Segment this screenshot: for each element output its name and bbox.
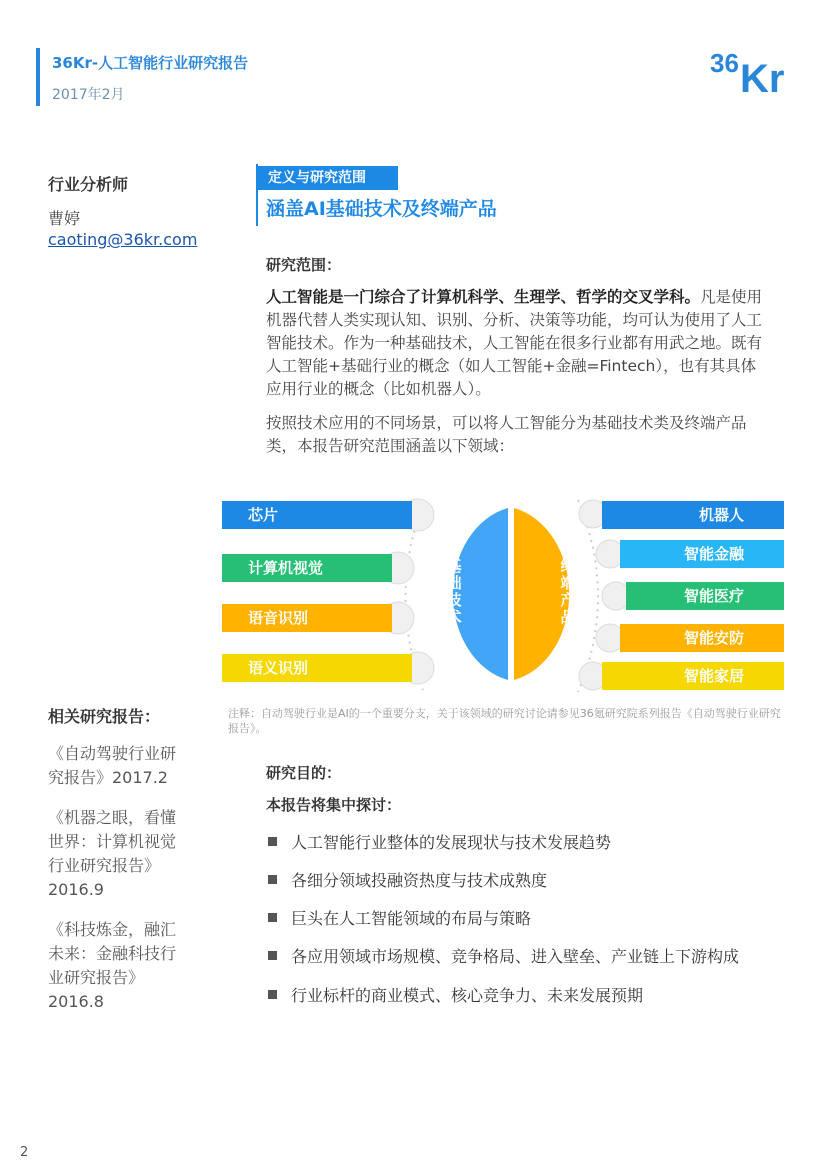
purpose-heading: 研究目的： — [266, 764, 342, 782]
left-bar-semantic-recognition: 语义识别 — [222, 654, 412, 682]
basic-tech-label — [445, 558, 463, 626]
diagram-note: 注释：自动驾驶行业是AI的一个重要分支，关于该领域的研究讨论请参见36氪研究院系列报告《自动驾驶行业研究报告》。 — [228, 707, 781, 735]
left-bar-computer-vision: 计算机视觉 — [222, 554, 392, 582]
analyst-name: 曹婷 — [48, 209, 81, 228]
right-bar-smart-security: 智能安防 — [620, 624, 784, 652]
related-report-line: 2016.8 — [48, 992, 104, 1011]
purpose-bullet — [268, 983, 643, 1006]
section-tag: 定义与研究范围 — [258, 166, 398, 190]
end-product-label — [559, 558, 577, 626]
related-report-line: 业研究报告》 — [48, 968, 145, 987]
right-bar-smart-finance: 智能金融 — [620, 540, 784, 568]
purpose-bullet-text: 各细分领域投融资热度与技术成熟度 — [291, 871, 548, 890]
purpose-bullet-text: 各应用领域市场规模、竞争格局、进入壁垒、产业链上下游构成 — [291, 947, 740, 966]
purpose-subheading: 本报告将集中探讨： — [266, 796, 402, 814]
related-report-line: 《自动驾驶行业研 — [48, 744, 177, 763]
report-title: 36Kr-人工智能行业研究报告 — [52, 54, 249, 72]
bullet-square-icon — [268, 837, 277, 846]
bullet-square-icon — [268, 951, 277, 960]
logo-text-36: 36 — [710, 48, 739, 78]
scope-paragraph-1-lead: 人工智能是一门综合了计算机科学、生理学、哲学的交叉学科。 — [266, 288, 701, 306]
bullet-square-icon — [268, 913, 277, 922]
bullet-square-icon — [268, 875, 277, 884]
related-reports-label: 相关研究报告： — [48, 707, 161, 726]
purpose-bullet — [268, 868, 547, 891]
related-report-item[interactable] — [48, 806, 198, 902]
bullet-square-icon — [268, 990, 277, 999]
related-report-line: 世界：计算机视觉 — [48, 832, 177, 851]
purpose-bullet-text: 巨头在人工智能领域的布局与策略 — [291, 909, 532, 928]
logo-text-kr: Kr — [740, 57, 785, 98]
related-report-line: 究报告》2017.2 — [48, 768, 168, 787]
related-report-line: 未来：金融科技行 — [48, 944, 177, 963]
left-bar-speech-recognition: 语音识别 — [222, 604, 392, 632]
ai-domain-diagram — [218, 492, 788, 702]
section-title: 涵盖AI基础技术及终端产品 — [266, 198, 497, 220]
purpose-bullet-text: 人工智能行业整体的发展现状与技术发展趋势 — [291, 833, 612, 852]
related-report-line: 《科技炼金，融汇 — [48, 920, 177, 939]
header-accent-bar — [36, 48, 40, 106]
right-bar-smart-medical: 智能医疗 — [626, 582, 784, 610]
36kr-logo — [710, 42, 800, 98]
analyst-label: 行业分析师 — [48, 175, 129, 194]
related-report-item[interactable] — [48, 742, 198, 790]
purpose-bullet-text: 行业标杆的商业模式、核心竞争力、未来发展预期 — [291, 986, 644, 1005]
related-report-line: 2016.9 — [48, 880, 104, 899]
end-product-label-text: 终端产品 — [560, 557, 576, 626]
related-report-line: 行业研究报告》 — [48, 856, 161, 875]
analyst-email-link[interactable]: caoting@36kr.com — [48, 230, 198, 249]
scope-paragraph-2: 按照技术应用的不同场景，可以将人工智能分为基础技术类及终端产品类，本报告研究范围涵盖以下领域： — [266, 414, 747, 455]
report-date: 2017年2月 — [52, 87, 125, 103]
scope-heading: 研究范围： — [266, 256, 342, 274]
scope-paragraph-1 — [266, 286, 766, 401]
page-number: 2 — [20, 1145, 29, 1160]
basic-tech-label-text: 基础技术 — [446, 557, 462, 626]
related-report-item[interactable] — [48, 918, 198, 1014]
purpose-bullet — [268, 906, 531, 929]
right-bar-smart-home: 智能家居 — [602, 662, 784, 690]
related-report-line: 《机器之眼，看懂 — [48, 808, 177, 827]
purpose-bullet — [268, 830, 611, 853]
right-bar-robot: 机器人 — [602, 501, 784, 529]
scope-paragraph-1-body: 凡是使用机器代替人类实现认知、识别、分析、决策等功能，均可认为使用了人工智能技术。作为一种基础技术，人工智能在很多行业都有用武之地。既有人工智能+基础行业的概念（如人工智能+金融=Fintech），也有其具体应用行业的概念（比如机器人）。 — [266, 288, 763, 398]
purpose-bullet — [268, 944, 739, 967]
left-bar-chip: 芯片 — [222, 501, 412, 529]
